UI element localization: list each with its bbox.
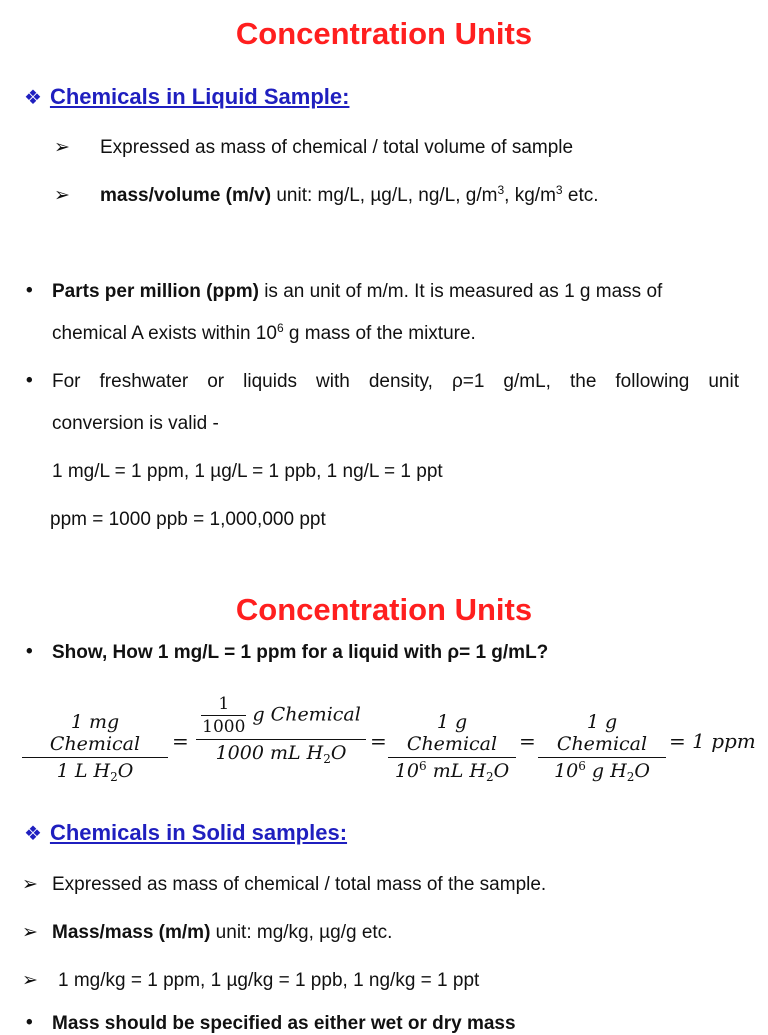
ppm-text: is an unit of m/m. It is measured as 1 g mass of bbox=[258, 281, 663, 302]
subscript: 2 bbox=[323, 752, 331, 766]
mv-text-c: etc. bbox=[562, 185, 599, 206]
equals-sign: = bbox=[172, 729, 189, 753]
mv-sup-2: 3 bbox=[555, 183, 563, 197]
arrow-bullet-icon: ➢ bbox=[54, 185, 70, 206]
fraction-3-numerator: 1 g Chemical bbox=[406, 711, 498, 755]
bullet-dot-icon: • bbox=[26, 280, 33, 301]
fraction-bar bbox=[538, 757, 666, 758]
question-text: Show, How 1 mg/L = 1 ppm for a liquid with ρ= 1 g/mL? bbox=[52, 642, 549, 663]
fraction-1 bbox=[22, 711, 168, 782]
mv-label: mass/volume (m/v) bbox=[100, 185, 272, 206]
fraction-1-numerator: 1 mg Chemical bbox=[49, 711, 141, 755]
mv-unit-line bbox=[100, 185, 599, 207]
mv-sup-1: 3 bbox=[497, 183, 505, 197]
diamond-bullet-icon: ❖ bbox=[24, 823, 42, 845]
mv-text-a: unit: mg/L, µg/L, ng/L, g/m bbox=[271, 185, 498, 206]
small-frac-den: 1000 bbox=[202, 717, 246, 737]
small-fraction bbox=[201, 694, 246, 737]
cutoff-text: Mass should be specified as either wet or dry mass bbox=[52, 1013, 516, 1034]
diamond-bullet-icon: ❖ bbox=[24, 87, 42, 109]
fraction-4-numerator: 1 g Chemical bbox=[556, 711, 648, 755]
bullet-dot-icon: • bbox=[26, 1012, 33, 1033]
f4-den-sup: 6 bbox=[578, 759, 586, 773]
f2-num-rest: g Chemical bbox=[246, 703, 361, 726]
f2-den-text: 1000 mL H bbox=[215, 742, 324, 764]
equation-result: = 1 ppm bbox=[669, 729, 756, 753]
o-text: O bbox=[634, 760, 650, 782]
conversion-line2: ppm = 1000 ppb = 1,000,000 ppt bbox=[50, 509, 326, 530]
arrow-bullet-icon: ➢ bbox=[22, 922, 38, 943]
ppm-definition-line2 bbox=[52, 323, 476, 345]
ppm-sup: 6 bbox=[276, 321, 284, 335]
o-text: O bbox=[493, 760, 510, 782]
arrow-bullet-icon: ➢ bbox=[22, 874, 38, 895]
liquid-point-text: Expressed as mass of chemical / total volume of sample bbox=[100, 137, 574, 158]
o-text: O bbox=[330, 742, 347, 764]
fraction-3 bbox=[388, 711, 516, 782]
equals-sign: = bbox=[519, 729, 536, 753]
solid-point-text: Expressed as mass of chemical / total mass of the sample. bbox=[52, 874, 547, 895]
fraction-bar bbox=[196, 739, 366, 740]
f3-den-sup: 6 bbox=[419, 759, 427, 773]
f1-den-text: 1 L H bbox=[56, 760, 111, 782]
section-title: Concentration Units bbox=[235, 592, 533, 627]
bullet-dot-icon: • bbox=[26, 641, 33, 662]
ppm-line2-b: g mass of the mixture. bbox=[283, 323, 476, 344]
small-fraction-bar bbox=[201, 715, 246, 716]
subscript: 2 bbox=[110, 770, 118, 784]
fraction-bar bbox=[388, 757, 516, 758]
fraction-4 bbox=[538, 711, 666, 782]
freshwater-line2: conversion is valid - bbox=[52, 413, 219, 434]
small-frac-num: 1 bbox=[218, 694, 230, 714]
fraction-2-denominator bbox=[196, 742, 366, 764]
solid-sample-heading bbox=[24, 820, 347, 846]
fraction-2 bbox=[196, 694, 366, 764]
subscript: 2 bbox=[626, 770, 635, 784]
conversion-line1: 1 mg/L = 1 ppm, 1 µg/L = 1 ppb, 1 ng/L = 1 ppt bbox=[52, 461, 443, 482]
f3-den-b: mL H bbox=[426, 760, 486, 782]
subscript: 2 bbox=[485, 770, 494, 784]
ppm-definition-line1 bbox=[52, 281, 662, 303]
fraction-3-denominator bbox=[388, 760, 516, 782]
bullet-dot-icon: • bbox=[26, 370, 33, 391]
equals-sign: = bbox=[370, 729, 387, 753]
fraction-bar bbox=[22, 757, 168, 758]
fraction-4-denominator bbox=[538, 760, 666, 782]
solid-conversion-line: 1 mg/kg = 1 ppm, 1 µg/kg = 1 ppb, 1 ng/kg = 1 ppt bbox=[58, 970, 480, 991]
solid-heading-text: Chemicals in Solid samples: bbox=[49, 820, 348, 845]
fraction-2-numerator bbox=[196, 694, 366, 737]
f3-den-a: 10 bbox=[394, 760, 420, 782]
freshwater-line1: For freshwater or liquids with density, ρ=1 g/mL, the following unit bbox=[52, 371, 739, 392]
ppm-label: Parts per million (ppm) bbox=[52, 281, 259, 302]
liquid-sample-heading bbox=[24, 84, 349, 110]
f4-den-a: 10 bbox=[554, 760, 579, 782]
ppm-line2-a: chemical A exists within 10 bbox=[52, 323, 277, 344]
arrow-bullet-icon: ➢ bbox=[22, 970, 38, 991]
liquid-heading-text: Chemicals in Liquid Sample: bbox=[49, 84, 350, 109]
page-title: Concentration Units bbox=[235, 16, 533, 51]
mm-label: Mass/mass (m/m) bbox=[52, 922, 211, 943]
mv-text-b: , kg/m bbox=[504, 185, 556, 206]
arrow-bullet-icon: ➢ bbox=[54, 137, 70, 158]
mm-unit-line bbox=[52, 922, 392, 944]
fraction-1-denominator bbox=[22, 760, 168, 782]
mm-text: unit: mg/kg, µg/g etc. bbox=[210, 922, 393, 943]
f4-den-b: g H bbox=[585, 760, 627, 782]
o-text: O bbox=[117, 760, 134, 782]
